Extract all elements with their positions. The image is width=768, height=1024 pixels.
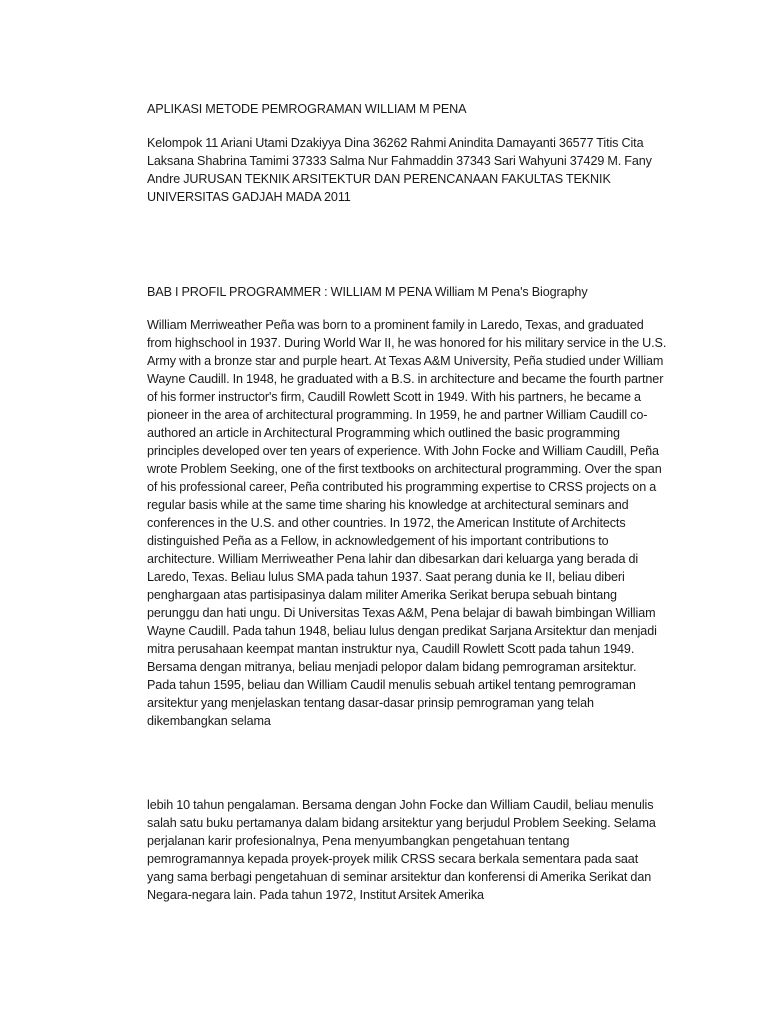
document-title: APLIKASI METODE PEMROGRAMAN WILLIAM M PENA (147, 102, 467, 116)
chapter-heading: BAB I PROFIL PROGRAMMER : WILLIAM M PENA William M Pena's Biography (147, 285, 588, 299)
biography-paragraph: William Merriweather Peña was born to a prominent family in Laredo, Texas, and graduated from highschool in 1937. During World War II, he was honored for his military service in the U.S. Army with a bronze star and purple heart. At Texas A&M University, Peña studied under William Wayne Caudill. In 1948, he graduated with a B.S. in architecture and became the fourth partner of his former instructor's firm, Caudill Rowlett Scott in 1949. With his partners, he became a pioneer in the area of architectural programming. In 1959, he and partner William Caudill co-authored an article in Architectural Programming which outlined the basic programming principles developed over ten years of experience. With John Focke and William Caudill, Peña wrote Problem Seeking, one of the first textbooks on architectural programming. Over the span of his professional career, Peña contributed his programming expertise to CRSS projects on a regular basis while at the same time sharing his knowledge at architectural seminars and conferences in the U.S. and other countries. In 1972, the American Institute of Architects distinguished Peña as a Fellow, in acknowledgement of his important contributions to architecture. William Merriweather Pena lahir dan dibesarkan dari keluarga yang berada di Laredo, Texas. Beliau lulus SMA pada tahun 1937. Saat perang dunia ke II, beliau diberi penghargaan atas partisipasinya dalam militer Amerika Serikat berupa sebuah bintang perunggu dan hati ungu. Di Universitas Texas A&M, Pena belajar di bawah bimbingan William Wayne Caudill. Pada tahun 1948, beliau lulus dengan predikat Sarjana Arsitektur dan menjadi mitra perusahaan keempat mantan instruktur nya, Caudill Rowlett Scott pada tahun 1949. Bersama dengan mitranya, beliau menjadi pelopor dalam bidang pemrograman arsitektur. Pada tahun 1595, beliau dan William Caudil menulis sebuah artikel tentang pemrograman arsitektur yang menjelaskan tentang dasar-dasar prinsip pemrograman yang telah dikembangkan selama (147, 318, 667, 728)
biography-paragraph-continued: lebih 10 tahun pengalaman. Bersama dengan John Focke dan William Caudil, beliau menulis salah satu buku pertamanya dalam bidang arsitektur yang berjudul Problem Seeking. Selama perjalanan karir profesionalnya, Pena menyumbangkan pengetahuan tentang pemrogramannya kepada proyek-proyek milik CRSS secara berkala sementara pada saat yang sama berbagi pengetahuan di seminar arsitektur dan konferensi di Amerika Serikat dan Negara-negara lain. Pada tahun 1972, Institut Arsitek Amerika (147, 798, 656, 902)
authors-paragraph: Kelompok 11 Ariani Utami Dzakiyya Dina 36262 Rahmi Anindita Damayanti 36577 Titis Cita Laksana Shabrina Tamimi 37333 Salma Nur Fahmaddin 37343 Sari Wahyuni 37429 M. Fany Andre JURUSAN TEKNIK ARSITEKTUR DAN PERENCANAAN FAKULTAS TEKNIK UNIVERSITAS GADJAH MADA 2011 (147, 136, 652, 204)
